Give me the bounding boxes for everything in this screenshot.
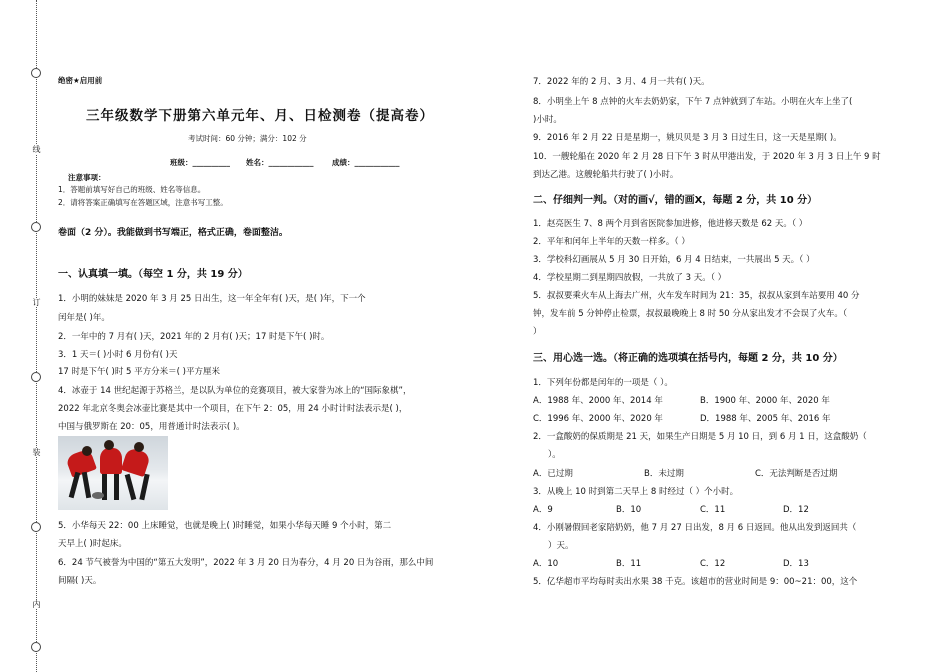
- question-line: 7．2022 年的 2 月、3 月、4 月一共有( )天。: [533, 77, 710, 87]
- notes-title: 注意事项：: [68, 173, 106, 182]
- judge-line: 3．学校科幻画展从 5 月 30 日开始，6 月 4 日结束，一共展出 5 天。（ ）: [533, 255, 815, 265]
- note-item: 1．答题前填写好自己的班级、姓名等信息。: [58, 185, 206, 194]
- class-field[interactable]: 班级：__________: [170, 158, 230, 167]
- judge-line: ）: [533, 327, 542, 337]
- score-field[interactable]: 成绩：____________: [332, 158, 400, 167]
- judge-line: 1．赵亮医生 7、8 两个月到省医院参加进修，他进修天数是 62 天。（ ）: [533, 219, 808, 229]
- judge-line: 钟，发车前 5 分钟停止检票，叔叔最晚晚上 8 时 50 分从家出发才不会误了火车。（: [533, 309, 848, 319]
- choice-option: A．1988 年、2000 年、2014 年: [533, 396, 663, 406]
- note-item: 2．请将答案正确填写在答题区域，注意书写工整。: [58, 198, 228, 207]
- page-title: 三年级数学下册第六单元年、月、日检测卷（提高卷）: [86, 108, 434, 124]
- choice-option: D．13: [783, 559, 809, 569]
- question-line: 中国与俄罗斯在 20：05，用普通计时法表示( )。: [58, 422, 245, 432]
- question-line: 6．24 节气被誉为中国的“第五大发明”，2022 年 3 月 20 日为春分，4 月 20 日为谷雨，那么中间: [58, 558, 434, 568]
- choice-question: 5．亿华超市平均每时卖出水果 38 千克。该超市的营业时间是 9：00~21：00，这个: [533, 577, 858, 587]
- choice-option: A．9: [533, 505, 553, 515]
- judge-line: 2．平年和闰年上半年的天数一样多。（ ）: [533, 237, 690, 247]
- binding-hole: [31, 372, 41, 382]
- binding-hole: [31, 222, 41, 232]
- choice-option: B．10: [616, 505, 642, 515]
- binding-hole: [31, 522, 41, 532]
- choice-option: B．1900 年、2000 年、2020 年: [700, 396, 830, 406]
- choice-option: D．1988 年、2005 年、2016 年: [700, 414, 831, 424]
- neatness-note: 卷面（2 分）。我能做到书写端正，格式正确，卷面整洁。: [58, 228, 288, 238]
- binding-label-order: 订: [32, 298, 41, 307]
- section1-heading: 一、认真填一填。（每空 1 分，共 19 分）: [58, 269, 248, 280]
- binding-line: [36, 0, 37, 672]
- section3-heading: 三、用心选一选。（将正确的选项填在括号内，每题 2 分，共 10 分）: [533, 353, 843, 364]
- question-line: 9．2016 年 2 月 22 日是星期一，姚贝贝是 3 月 3 日过生日，这一天是星期( )。: [533, 133, 842, 143]
- question-line: 3．1 天＝( )小时 6 月份有( )天: [58, 350, 178, 360]
- binding-hole: [31, 68, 41, 78]
- choice-question-cont: ）。: [548, 450, 561, 460]
- curling-photo: [58, 436, 168, 510]
- name-field[interactable]: 姓名：____________: [246, 158, 314, 167]
- choice-option: A．10: [533, 559, 559, 569]
- question-line: 10．一艘轮船在 2020 年 2 月 28 日下午 3 时从甲港出发，于 2020 年 3 月 3 日上午 9 时: [533, 152, 881, 162]
- section2-heading: 二、仔细判一判。（对的画√，错的画X，每题 2 分，共 10 分）: [533, 195, 818, 206]
- choice-question: 2．一盒酸奶的保质期是 21 天，如果生产日期是 5 月 10 日，到 6 月 1 日，这盒酸奶（: [533, 432, 867, 442]
- choice-option: C．1996 年、2000 年、2020 年: [533, 414, 663, 424]
- binding-hole: [31, 642, 41, 652]
- choice-question: 1．下列年份都是闰年的一项是（ ）。: [533, 378, 673, 388]
- choice-question-cont: ）天。: [548, 541, 574, 551]
- question-line: 1．小明的妹妹是 2020 年 3 月 25 日出生，这一年全年有( )天，是( )年，下一个: [58, 294, 366, 304]
- choice-option: A．已过期: [533, 469, 573, 479]
- exam-info: 考试时间：60 分钟；满分：102 分: [188, 134, 307, 143]
- binding-margin: [0, 0, 46, 672]
- question-line: 闰年是( )年。: [58, 313, 110, 323]
- question-line: 天早上( )时起床。: [58, 539, 127, 549]
- choice-option: C．无法判断是否过期: [755, 469, 838, 479]
- confidential-mark: 绝密★启用前: [58, 76, 103, 85]
- judge-line: 5．叔叔要乘火车从上海去广州，火车发车时间为 21：35，叔叔从家到车站要用 40 分: [533, 291, 860, 301]
- question-line: 到达乙港。这艘轮船共行驶了( )小时。: [533, 170, 679, 180]
- question-line: 4．冰壶于 14 世纪起源于苏格兰，是以队为单位的竞赛项目，被大家誉为冰上的“国际象棋”，: [58, 386, 412, 396]
- question-line: 8．小明坐上午 8 点钟的火车去奶奶家，下午 7 点钟就到了车站。小明在火车上坐了(: [533, 97, 853, 107]
- choice-option: C．11: [700, 505, 726, 515]
- choice-option: C．12: [700, 559, 726, 569]
- binding-label-bind: 装: [32, 448, 41, 457]
- choice-question: 4．小刚暑假回老家陪奶奶，他 7 月 27 日出发，8 月 6 日返回。他从出发到返回共（: [533, 523, 857, 533]
- choice-option: D．12: [783, 505, 809, 515]
- choice-option: B．11: [616, 559, 642, 569]
- choice-option: B．未过期: [644, 469, 684, 479]
- judge-line: 4．学校星期二到星期四放假，一共放了 3 天。（ ）: [533, 273, 727, 283]
- binding-label-inner: 内: [32, 600, 41, 609]
- binding-label-line: 线: [32, 145, 41, 154]
- question-line: 间隔( )天。: [58, 576, 102, 586]
- question-line: )小时。: [533, 115, 562, 125]
- question-line: 2．一年中的 7 月有( )天，2021 年的 2 月有( )天；17 时是下午( )时。: [58, 332, 330, 342]
- question-line: 5．小华每天 22：00 上床睡觉，也就是晚上( )时睡觉，如果小华每天睡 9 个小时，第二: [58, 521, 392, 531]
- choice-question: 3．从晚上 10 时到第二天早上 8 时经过（ ）个小时。: [533, 487, 739, 497]
- question-line: 17 时是下午( )时 5 平方分米＝( )平方厘米: [58, 367, 220, 377]
- question-line: 2022 年北京冬奥会冰壶比赛是其中一个项目，在下午 2：05，用 24 小时计时法表示是( )，: [58, 404, 408, 414]
